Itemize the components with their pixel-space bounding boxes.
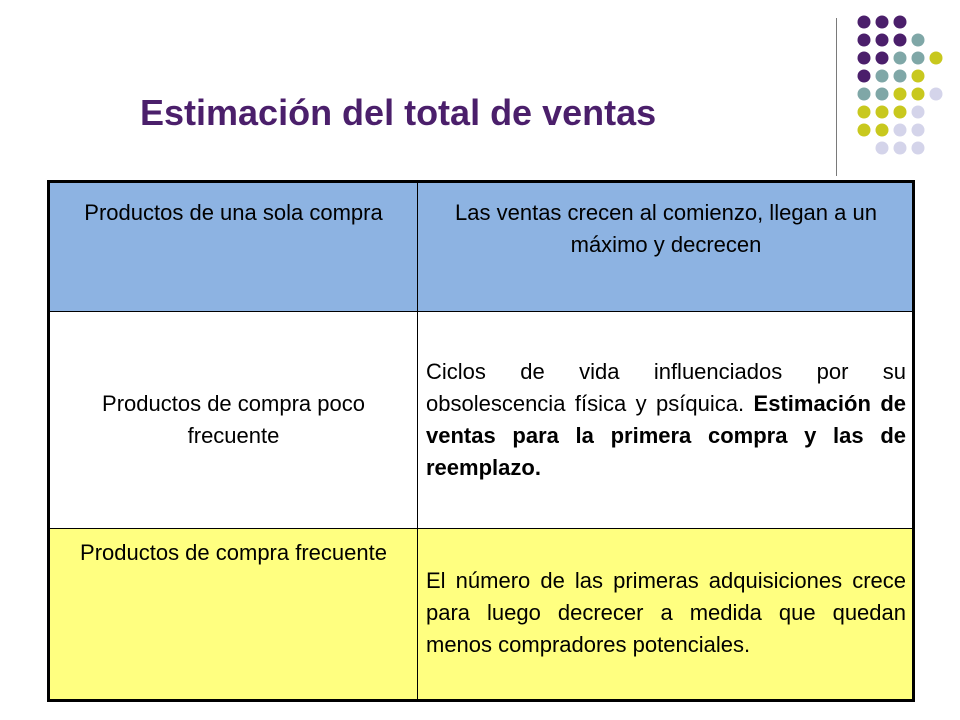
decorative-dot-grid — [0, 0, 960, 180]
description-text: Ciclos de vida influenciados por su obsolescencia física y psíquica. — [426, 359, 906, 416]
sales-estimation-table — [47, 180, 915, 702]
table-cell-product-type: Productos de compra frecuente — [49, 529, 418, 701]
slide-title: Estimación del total de ventas — [140, 92, 657, 133]
table-row — [49, 182, 914, 312]
description-emphasis-text: Estimación de ventas para la primera compra y las de reemplazo. — [426, 391, 906, 480]
table-cell-description: Las ventas crecen al comienzo, llegan a un máximo y decrecen — [418, 182, 914, 312]
table-cell-product-type: Productos de una sola compra — [49, 182, 418, 312]
table-cell-description: El número de las primeras adquisiciones crece para luego decrecer a medida que quedan menos compradores potenciales. — [418, 529, 914, 701]
table-cell-product-type: Productos de compra poco frecuente — [49, 312, 418, 529]
title-divider-line — [836, 18, 837, 176]
table-cell-description — [418, 312, 914, 529]
table-row — [49, 529, 914, 701]
dot-grid-graphic — [0, 0, 960, 180]
table-row — [49, 312, 914, 529]
